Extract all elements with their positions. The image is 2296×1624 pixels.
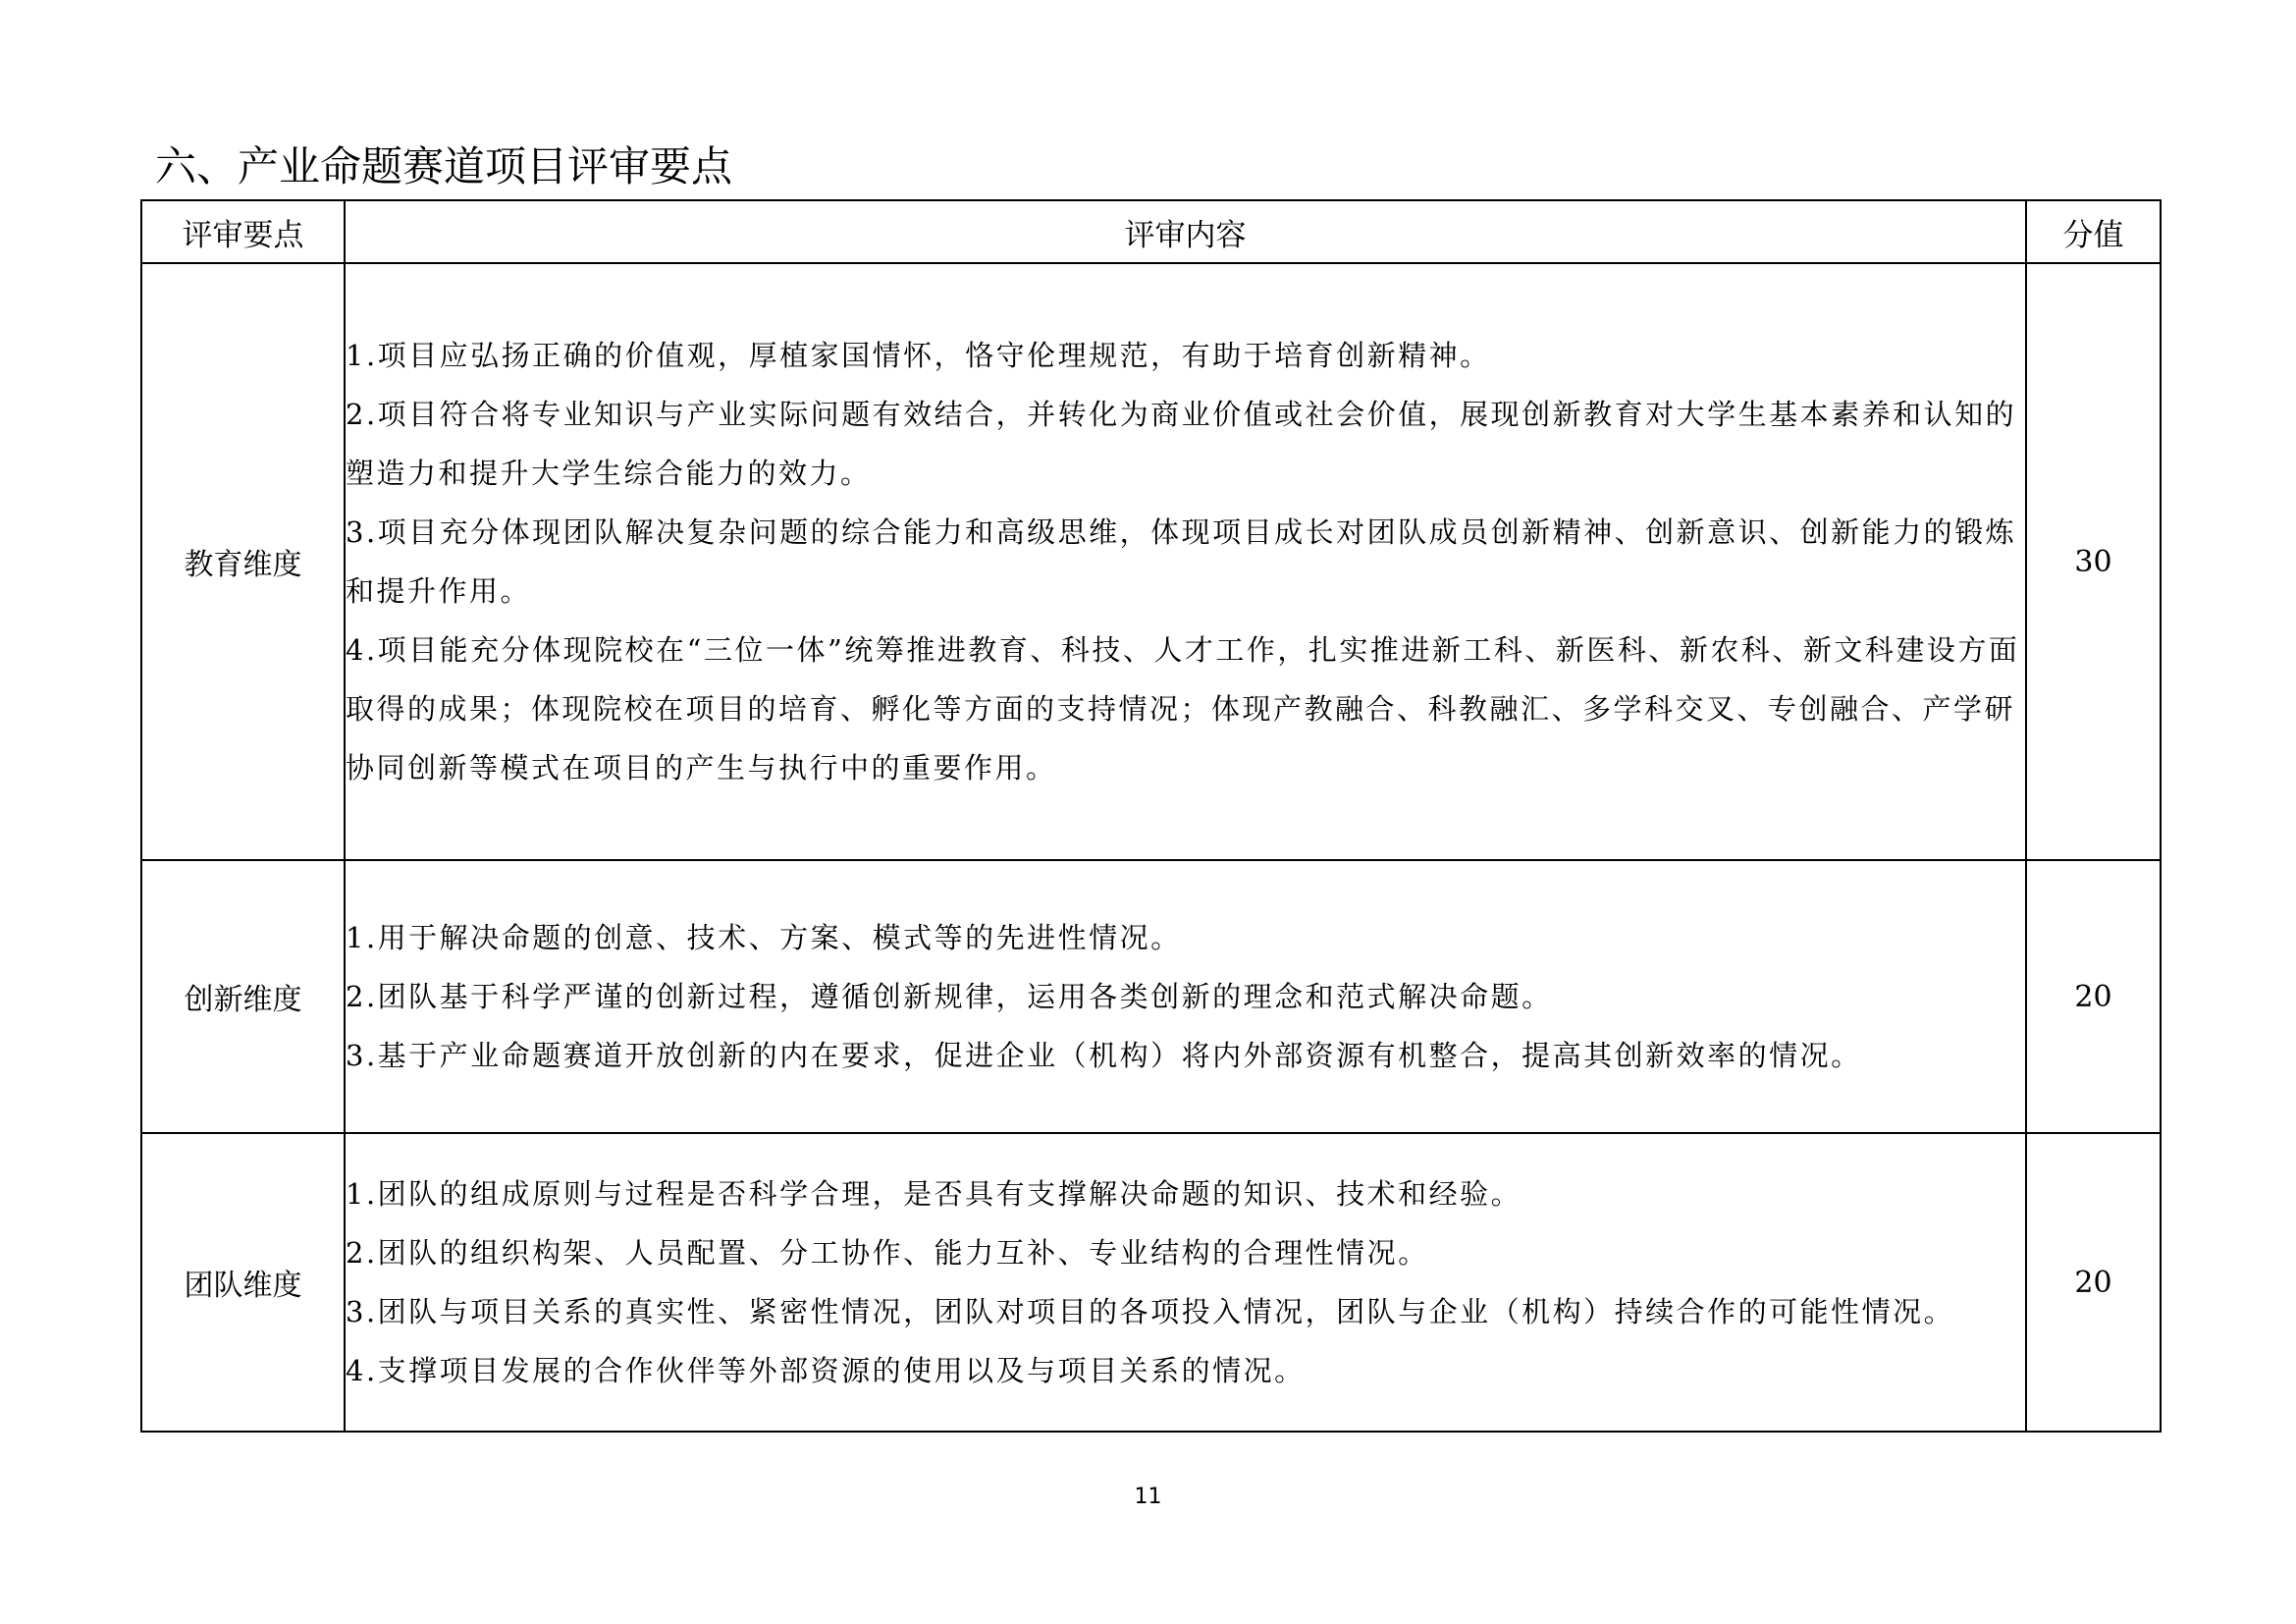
table-row-education bbox=[141, 263, 2161, 860]
criteria-item: 4.项目能充分体现院校在“三位一体”统筹推进教育、科技、人才工作，扎实推进新工科、新医科、新农科、新文科建设方面取得的成果；体现院校在项目的培育、孵化等方面的支持情况；体现产教融合、科教融汇、多学科交叉、专创融合、产学研协同创新等模式在项目的产生与执行中的重要作用。 bbox=[346, 633, 2020, 785]
criteria-item: 3.基于产业命题赛道开放创新的内在要求，促进企业（机构）将内外部资源有机整合，提高其创新效率的情况。 bbox=[346, 1039, 1862, 1072]
header-dimension: 评审要点 bbox=[141, 200, 345, 263]
criteria-item: 3.项目充分体现团队解决复杂问题的综合能力和高级思维，体现项目成长对团队成员创新精神、创新意识、创新能力的锻炼和提升作用。 bbox=[346, 515, 2017, 608]
criteria-item: 2.团队基于科学严谨的创新过程，遵循创新规律，运用各类创新的理念和范式解决命题。 bbox=[346, 980, 1553, 1013]
header-score: 分值 bbox=[2026, 200, 2161, 263]
content-cell bbox=[345, 263, 2026, 860]
criteria-item: 1.团队的组成原则与过程是否科学合理，是否具有支撑解决命题的知识、技术和经验。 bbox=[346, 1177, 1522, 1211]
criteria-item: 2.团队的组织构架、人员配置、分工协作、能力互补、专业结构的合理性情况。 bbox=[346, 1236, 1429, 1270]
dimension-cell: 教育维度 bbox=[141, 263, 345, 860]
dimension-cell: 创新维度 bbox=[141, 860, 345, 1133]
review-criteria-table bbox=[140, 199, 2162, 1433]
table-header-row bbox=[141, 200, 2161, 263]
criteria-item: 2.项目符合将专业知识与产业实际问题有效结合，并转化为商业价值或社会价值，展现创新教育对大学生基本素养和认知的塑造力和提升大学生综合能力的效力。 bbox=[346, 398, 2017, 490]
content-cell bbox=[345, 1133, 2026, 1432]
dimension-cell: 团队维度 bbox=[141, 1133, 345, 1432]
score-cell: 30 bbox=[2026, 263, 2161, 860]
header-content: 评审内容 bbox=[345, 200, 2026, 263]
criteria-item: 1.项目应弘扬正确的价值观，厚植家国情怀，恪守伦理规范，有助于培育创新精神。 bbox=[346, 339, 1491, 372]
criteria-item: 1.用于解决命题的创意、技术、方案、模式等的先进性情况。 bbox=[346, 921, 1182, 954]
section-title: 六、产业命题赛道项目评审要点 bbox=[155, 142, 733, 190]
score-cell: 20 bbox=[2026, 1133, 2161, 1432]
criteria-item: 4.支撑项目发展的合作伙伴等外部资源的使用以及与项目关系的情况。 bbox=[346, 1354, 1306, 1387]
content-cell bbox=[345, 860, 2026, 1133]
table-row-innovation bbox=[141, 860, 2161, 1133]
score-cell: 20 bbox=[2026, 860, 2161, 1133]
page-number: 11 bbox=[1134, 1485, 1162, 1509]
table-row-team bbox=[141, 1133, 2161, 1432]
criteria-item: 3.团队与项目关系的真实性、紧密性情况，团队对项目的各项投入情况，团队与企业（机构）持续合作的可能性情况。 bbox=[346, 1295, 1955, 1328]
